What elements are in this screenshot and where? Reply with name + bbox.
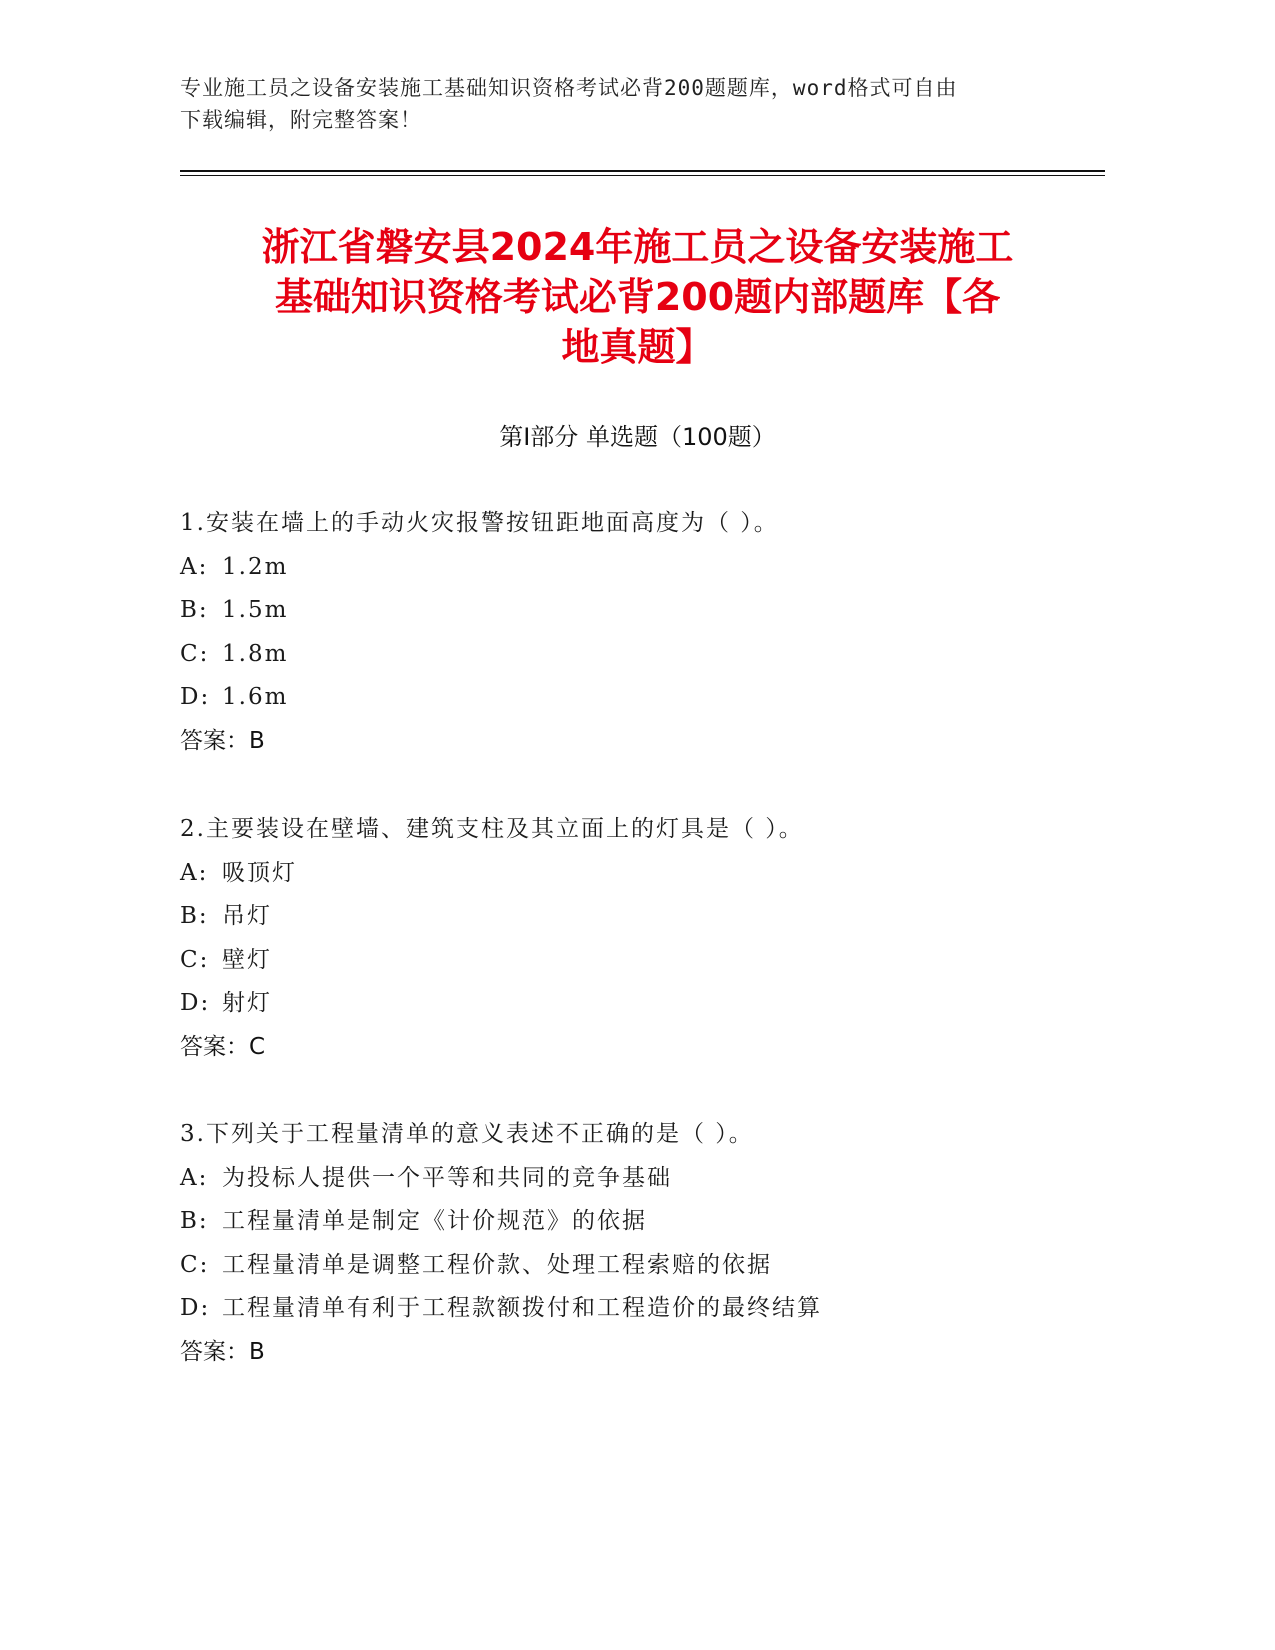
option-letter: A: — [180, 553, 209, 580]
option-c — [180, 633, 1120, 677]
answer-line: 答案：B — [180, 727, 265, 754]
option-a — [180, 852, 1120, 896]
option-letter: B: — [180, 903, 209, 929]
option-text: 工程量清单有利于工程款额拨付和工程造价的最终结算 — [222, 1295, 822, 1321]
section-heading: 第Ⅰ部分 单选题（100题） — [499, 423, 776, 451]
option-d — [180, 676, 1120, 720]
header-divider-thick — [180, 170, 1105, 172]
question-1 — [180, 502, 1120, 763]
option-text: 1.2m — [222, 553, 289, 580]
option-text: 吸顶灯 — [222, 859, 297, 886]
header-note — [180, 72, 1040, 136]
question-2 — [180, 808, 1120, 1069]
option-letter: B: — [180, 597, 209, 623]
option-d — [180, 1287, 1120, 1331]
option-d — [180, 982, 1120, 1026]
option-letter: A: — [180, 859, 209, 886]
option-letter: A: — [180, 1164, 209, 1191]
header-note-line-1: 专业施工员之设备安装施工基础知识资格考试必背200题题库，word格式可自由 — [180, 76, 958, 100]
option-text: 工程量清单是制定《计价规范》的依据 — [222, 1208, 647, 1234]
document-title — [170, 222, 1105, 372]
option-text: 吊灯 — [222, 903, 272, 929]
option-b — [180, 1200, 1120, 1244]
header-note-line-2: 下载编辑，附完整答案！ — [180, 108, 422, 132]
option-a — [180, 1157, 1120, 1201]
option-text: 射灯 — [222, 990, 272, 1016]
question-3 — [180, 1113, 1120, 1374]
option-text: 为投标人提供一个平等和共同的竞争基础 — [222, 1164, 672, 1191]
option-c — [180, 939, 1120, 983]
question-stem: 2.主要装设在壁墙、建筑支柱及其立面上的灯具是（ ）。 — [180, 816, 804, 842]
option-a — [180, 546, 1120, 590]
option-letter: B: — [180, 1208, 209, 1234]
option-letter: C: — [180, 640, 210, 667]
option-text: 1.5m — [222, 597, 289, 623]
option-text: 1.6m — [222, 684, 289, 710]
header-divider-thin — [180, 175, 1105, 176]
option-letter: C: — [180, 946, 210, 973]
option-letter: C: — [180, 1251, 210, 1278]
option-b — [180, 589, 1120, 633]
option-letter: D: — [180, 684, 211, 710]
option-letter: D: — [180, 990, 211, 1016]
question-stem: 1.安装在墙上的手动火灾报警按钮距地面高度为（ ）。 — [180, 510, 779, 536]
option-letter: D: — [180, 1295, 211, 1321]
option-c — [180, 1244, 1120, 1288]
document-title-line-1: 浙江省磐安县2024年施工员之设备安装施工 — [261, 225, 1014, 269]
option-text: 工程量清单是调整工程价款、处理工程索赔的依据 — [222, 1251, 772, 1278]
document-title-line-2: 基础知识资格考试必背200题内部题库【各 — [274, 275, 1001, 319]
option-text: 壁灯 — [222, 946, 272, 973]
document-title-line-3: 地真题】 — [561, 325, 714, 369]
question-stem: 3.下列关于工程量清单的意义表述不正确的是（ ）。 — [180, 1121, 754, 1147]
option-b — [180, 895, 1120, 939]
answer-line: 答案：B — [180, 1338, 265, 1365]
answer-line: 答案：C — [180, 1033, 266, 1060]
option-text: 1.8m — [222, 640, 289, 667]
